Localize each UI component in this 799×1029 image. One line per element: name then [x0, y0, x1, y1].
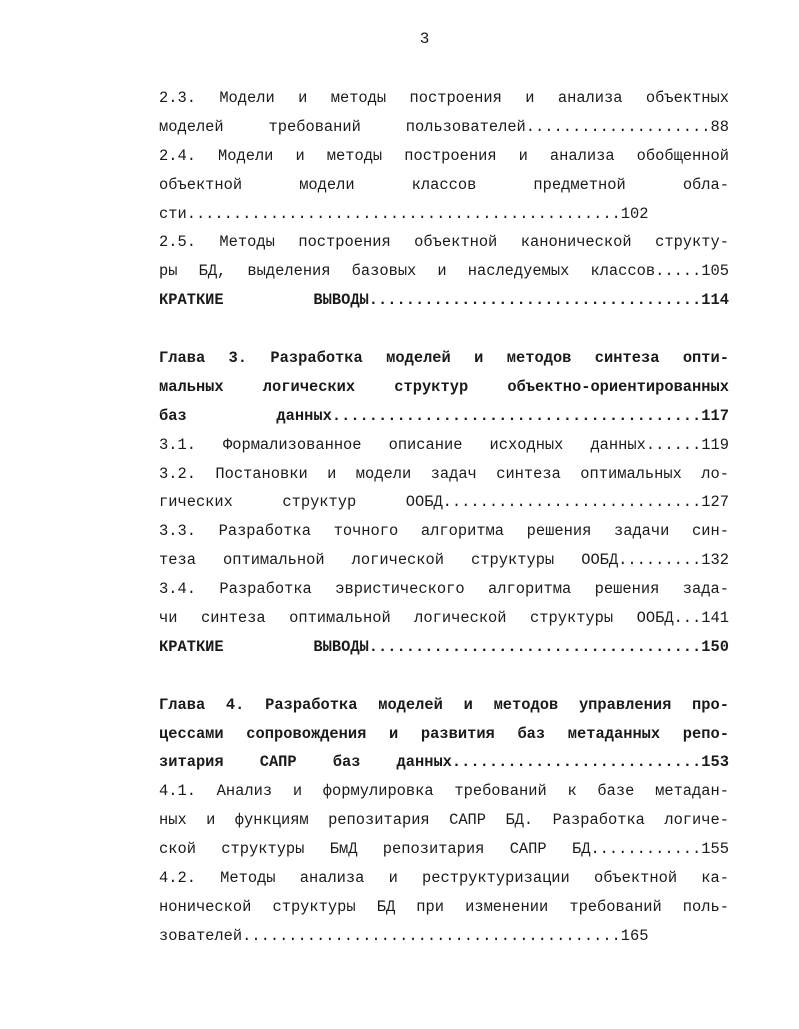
toc-line: 2.3. Модели и методы построения и анализа объектных — [159, 89, 729, 107]
toc-line: сти...............................................102 — [159, 204, 649, 223]
toc-line: 3.1. Формализованное описание исходных данных......119 — [159, 435, 729, 454]
toc-line: мальных логических структур объектно-ориентированных — [159, 377, 729, 396]
toc-line: чи синтеза оптимальной логической структуры ООБД...141 — [159, 609, 729, 628]
toc-line: нонической структуры БД при изменении требований поль- — [159, 897, 729, 916]
toc-entry-chapter-3 — [159, 344, 729, 431]
toc-line: зитария САПР баз данных...........................153 — [159, 753, 729, 772]
spacer — [159, 662, 729, 691]
toc-line: 2.4. Модели и методы построения и анализа обобщенной — [159, 146, 729, 165]
toc-entry-3-1 — [159, 431, 729, 460]
toc-line: КРАТКИЕ ВЫВОДЫ....................................114 — [159, 291, 729, 310]
toc-line: 2.5. Методы построения объектной канонической структу- — [159, 233, 729, 252]
toc-line: цессами сопровождения и развития баз метаданных репо- — [159, 724, 729, 743]
toc-entry-2-4 — [159, 142, 729, 229]
toc-line: 3.2. Постановки и модели задач синтеза оптимальных ло- — [159, 464, 729, 483]
toc-line: гических структур ООБД............................127 — [159, 493, 729, 512]
toc-entry-3-3 — [159, 517, 729, 575]
page-number: 3 — [419, 30, 430, 48]
toc-line: моделей требований пользователей....................88 — [159, 117, 729, 136]
toc-entry-summary-3 — [159, 633, 729, 662]
toc-entry-3-4 — [159, 575, 729, 633]
toc-entry-4-2 — [159, 864, 729, 951]
toc-line: баз данных........................................117 — [159, 406, 729, 425]
toc-line: зователей.........................................165 — [159, 926, 649, 945]
toc-line: ных и функциям репозитария САПР БД. Разработка логиче- — [159, 811, 729, 830]
toc-line: КРАТКИЕ ВЫВОДЫ....................................150 — [159, 637, 729, 656]
toc-line: ры БД, выделения базовых и наследуемых классов.....105 — [159, 262, 729, 281]
toc-line: ской структуры БмД репозитария САПР БД............155 — [159, 840, 729, 859]
table-of-contents — [159, 84, 729, 951]
toc-line: 4.2. Методы анализа и реструктуризации объектной ка- — [159, 869, 729, 888]
spacer — [159, 315, 729, 344]
toc-line: объектной модели классов предметной обла- — [159, 175, 729, 194]
toc-line: Глава 4. Разработка моделей и методов управления про- — [159, 695, 729, 714]
toc-line: теза оптимальной логической структуры ООБД.........132 — [159, 551, 729, 570]
toc-entry-summary-2 — [159, 286, 729, 315]
toc-entry-3-2 — [159, 460, 729, 518]
toc-line: Глава 3. Разработка моделей и методов синтеза опти- — [159, 349, 729, 368]
toc-entry-4-1 — [159, 777, 729, 864]
toc-entry-chapter-4 — [159, 691, 729, 778]
toc-entry-2-5 — [159, 228, 729, 286]
toc-line: 3.4. Разработка эвристического алгоритма решения зада- — [159, 580, 729, 599]
toc-line: 3.3. Разработка точного алгоритма решения задачи син- — [159, 522, 729, 541]
toc-entry-2-3 — [159, 84, 729, 142]
toc-line: 4.1. Анализ и формулировка требований к базе метадан- — [159, 782, 729, 801]
